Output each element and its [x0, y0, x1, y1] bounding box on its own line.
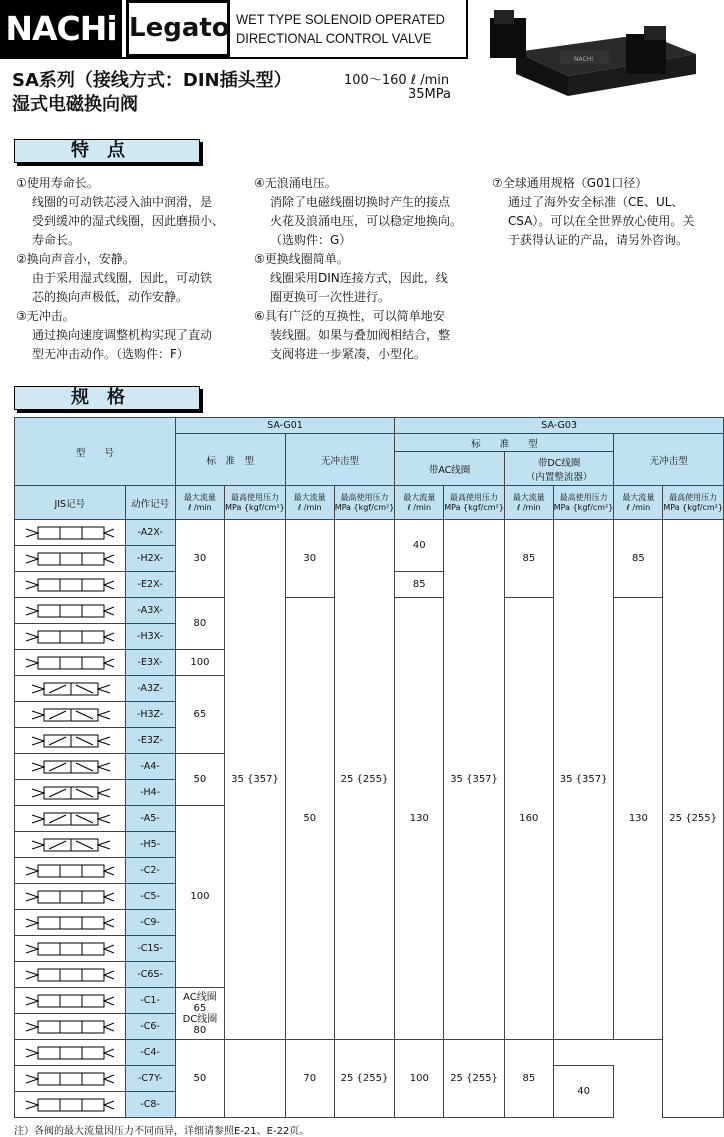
jis-symbol — [15, 832, 126, 858]
feature-line: （选购件：G） — [270, 233, 352, 247]
valve-symbol-icon — [22, 915, 118, 931]
g03-ac-flow: 70 — [285, 1040, 334, 1118]
header-divider — [466, 0, 468, 59]
feature-line: 线圈采用DIN连接方式，因此，线 — [270, 271, 448, 285]
valve-symbol-icon — [22, 1019, 118, 1035]
feature-line: 火花及浪涌电压，可以稳定地换向。 — [270, 214, 463, 228]
feature-line: 由于采用湿式线圈，因此，可动铁 — [32, 271, 213, 285]
max-flow-header: 最大流量 ℓ /min — [614, 486, 663, 520]
jis-symbol — [15, 936, 126, 962]
flow-range: 100～160 ℓ /min — [344, 73, 450, 88]
footnote: 注）各阀的最大流量因压力不同而异，详细请参照E-21、E-22页。 — [14, 1126, 310, 1137]
max-pressure-header: 最高使用压力 MPa {kgf/cm²} — [444, 486, 505, 520]
page-subtitle: 湿式电磁换向阀 — [12, 94, 138, 115]
max-pressure-header: 最高使用压力 MPa {kgf/cm²} — [663, 486, 724, 520]
max-flow-header: 最大流量 ℓ /min — [504, 486, 553, 520]
action-code: -E3Z- — [125, 728, 175, 754]
valve-symbol-icon — [22, 681, 118, 697]
svg-text:NACHI: NACHI — [574, 56, 593, 63]
valve-product-image — [476, 4, 702, 100]
valve-symbol-icon — [22, 967, 118, 983]
page-title: SA系列（接线方式：DIN插头型） — [12, 70, 292, 91]
feature-title: ③无冲击。 — [16, 309, 75, 323]
action-code: -C1S- — [125, 936, 175, 962]
english-title-line1: WET TYPE SOLENOID OPERATED — [236, 11, 445, 27]
feature-line: 圈更换可一次性进行。 — [270, 290, 391, 304]
g03-sl-flow: 85 — [504, 1040, 553, 1118]
g01-header: SA-G01 — [175, 418, 395, 434]
feature-line: 装线圈。如果与叠加阀相结合，整 — [270, 328, 451, 342]
g01-sl-pressure: 25 {255} — [334, 520, 395, 1040]
g01-std-flow: 30 — [175, 520, 224, 598]
action-code: -C9- — [125, 910, 175, 936]
action-code: -A3X- — [125, 598, 175, 624]
features-heading: 特点 — [14, 139, 200, 163]
valve-symbol-icon — [22, 837, 118, 853]
g01-std-flow: 100 — [175, 806, 224, 988]
jis-symbol — [15, 546, 126, 572]
valve-symbol-icon — [22, 1097, 118, 1113]
action-code: -H2X- — [125, 546, 175, 572]
g03-sl-flow: 130 — [614, 598, 663, 1040]
jis-symbol — [15, 676, 126, 702]
g01-std-pressure: 35 {357} — [225, 520, 286, 1040]
g01-coil-note: AC线圈 65 DC线圈 80 — [175, 988, 224, 1040]
action-code: -C1- — [125, 988, 175, 1014]
jis-symbol — [15, 806, 126, 832]
max-pressure-header: 最高使用压力 MPa {kgf/cm²} — [334, 486, 395, 520]
valve-symbol-icon — [22, 603, 118, 619]
model-header: 型 号 — [15, 418, 176, 486]
jis-symbol — [15, 650, 126, 676]
feature-line: 消除了电磁线圈切换时产生的接点 — [270, 195, 451, 209]
feature-3 — [492, 174, 694, 250]
g01-std-flow: 65 — [175, 676, 224, 754]
action-code: -C5- — [125, 884, 175, 910]
header-rule — [0, 57, 466, 59]
jis-symbol — [15, 910, 126, 936]
feature-1 — [16, 174, 224, 364]
feature-line: 寿命长。 — [32, 233, 81, 247]
valve-symbol-icon — [22, 655, 118, 671]
g01-sl-flow: 40 — [553, 1066, 614, 1118]
specs-heading: 规格 — [14, 386, 200, 410]
action-code: -H4- — [125, 780, 175, 806]
g01-std-flow: 80 — [175, 598, 224, 650]
action-code: -C8- — [125, 1092, 175, 1118]
feature-line: 型无冲击动作。（选购件：F） — [32, 347, 189, 361]
feature-line: 线圈的可动铁芯浸入油中润滑，是 — [32, 195, 213, 209]
max-flow-header: 最大流量 ℓ /min — [175, 486, 224, 520]
jis-symbol — [15, 624, 126, 650]
feature-2 — [254, 174, 462, 364]
g03-shockless-header: 无冲击型 — [614, 434, 724, 486]
jis-symbol — [15, 572, 126, 598]
valve-symbol-icon — [22, 1071, 118, 1087]
jis-symbol — [15, 1066, 126, 1092]
feature-title: ⑥具有广泛的互换性，可以简单地安 — [254, 309, 445, 323]
action-code: -H5- — [125, 832, 175, 858]
feature-title: ⑦全球通用规格（G01口径） — [492, 176, 648, 190]
pressure-rating: 35MPa — [408, 87, 451, 102]
valve-symbol-icon — [22, 863, 118, 879]
g03-ac-flow: 40 — [395, 520, 444, 572]
valve-symbol-icon — [22, 629, 118, 645]
g03-ac-pressure: 25 {255} — [334, 1040, 395, 1118]
g03-ac-flow: 85 — [395, 572, 444, 598]
g03-header: SA-G03 — [395, 418, 724, 434]
jis-symbol — [15, 754, 126, 780]
valve-symbol-icon — [22, 1045, 118, 1061]
nachi-logo: NACHi — [0, 0, 122, 57]
valve-symbol-icon — [22, 733, 118, 749]
g01-sl-pressure-empty — [225, 1040, 286, 1118]
action-code: -E2X- — [125, 572, 175, 598]
valve-symbol-icon — [22, 889, 118, 905]
ac-coil-header: 带AC线圈 — [395, 452, 505, 486]
valve-symbol-icon — [22, 759, 118, 775]
jis-symbol — [15, 598, 126, 624]
valve-symbol-icon — [22, 785, 118, 801]
valve-symbol-icon — [22, 941, 118, 957]
feature-line: 芯的换向声极低，动作安静。 — [32, 290, 189, 304]
g03-dc-pressure: 25 {255} — [444, 1040, 505, 1118]
action-header: 动作记号 — [125, 486, 175, 520]
jis-header: JIS记号 — [15, 486, 126, 520]
feature-line: CSA）。可以在全世界放心使用。关 — [508, 214, 695, 228]
jis-symbol — [15, 962, 126, 988]
valve-symbol-icon — [22, 707, 118, 723]
action-code: -C4- — [125, 1040, 175, 1066]
g03-sl-pressure: 25 {255} — [663, 520, 724, 1118]
action-code: -C2- — [125, 858, 175, 884]
jis-symbol — [15, 858, 126, 884]
g03-sl-flow: 85 — [614, 520, 663, 598]
action-code: -E3X- — [125, 650, 175, 676]
jis-symbol — [15, 1040, 126, 1066]
action-code: -H3Z- — [125, 702, 175, 728]
action-code: -C6- — [125, 1014, 175, 1040]
jis-symbol — [15, 988, 126, 1014]
action-code: -H3X- — [125, 624, 175, 650]
jis-symbol — [15, 1092, 126, 1118]
feature-title: ①使用寿命长。 — [16, 176, 99, 190]
feature-title: ②换向声音小，安静。 — [16, 252, 135, 266]
jis-symbol — [15, 702, 126, 728]
valve-symbol-icon — [22, 551, 118, 567]
g03-dc-flow: 100 — [395, 1040, 444, 1118]
valve-symbol-icon — [22, 993, 118, 1009]
legato-logo: Legato — [126, 0, 230, 57]
g01-std-flow: 50 — [175, 754, 224, 806]
jis-symbol — [15, 780, 126, 806]
jis-symbol — [15, 520, 126, 546]
g01-sl-flow: 50 — [285, 598, 334, 1040]
action-code: -A2X- — [125, 520, 175, 546]
feature-line: 支阀将进一步紧凑，小型化。 — [270, 347, 427, 361]
feature-title: ⑤更换线圈简单。 — [254, 252, 349, 266]
g03-standard-header: 标 准 型 — [395, 434, 614, 452]
feature-line: 通过了海外安全标准（CE、UL、 — [508, 195, 684, 209]
g01-std-flow: 100 — [175, 650, 224, 676]
valve-symbol-icon — [22, 577, 118, 593]
g03-dc-flow: 85 — [504, 520, 553, 598]
max-pressure-header: 最高使用压力 MPa {kgf/cm²} — [553, 486, 614, 520]
jis-symbol — [15, 884, 126, 910]
g01-sl-flow: 30 — [285, 520, 334, 598]
action-code: -A4- — [125, 754, 175, 780]
valve-symbol-icon — [22, 811, 118, 827]
max-pressure-header: 最高使用压力 MPa {kgf/cm²} — [225, 486, 286, 520]
g03-ac-flow: 130 — [395, 598, 444, 1040]
g01-standard-header: 标 准 型 — [175, 434, 285, 486]
action-code: -C6S- — [125, 962, 175, 988]
jis-symbol — [15, 728, 126, 754]
action-code: -A5- — [125, 806, 175, 832]
feature-line: 受到缓冲的湿式线圈，因此磨损小、 — [32, 214, 225, 228]
jis-symbol — [15, 1014, 126, 1040]
g01-shockless-header: 无冲击型 — [285, 434, 395, 486]
max-flow-header: 最大流量 ℓ /min — [395, 486, 444, 520]
english-title-line2: DIRECTIONAL CONTROL VALVE — [236, 30, 432, 46]
max-flow-header: 最大流量 ℓ /min — [285, 486, 334, 520]
g03-dc-flow: 160 — [504, 598, 553, 1040]
english-title — [236, 10, 445, 48]
action-code: -A3Z- — [125, 676, 175, 702]
g03-dc-pressure: 35 {357} — [553, 520, 614, 1040]
feature-title: ④无浪涌电压。 — [254, 176, 337, 190]
action-code: -C7Y- — [125, 1066, 175, 1092]
valve-symbol-icon — [22, 525, 118, 541]
g01-std-flow: 50 — [175, 1040, 224, 1118]
dc-coil-line1: 带DC线圈 — [537, 457, 581, 469]
g03-ac-pressure: 35 {357} — [444, 520, 505, 1040]
dc-coil-header — [504, 452, 614, 486]
feature-line: 通过换向速度调整机构实现了直动 — [32, 328, 213, 342]
feature-line: 于获得认证的产品，请另外咨询。 — [508, 233, 689, 247]
spec-table — [14, 417, 724, 1118]
dc-coil-line2: （内置整流器） — [525, 471, 593, 483]
